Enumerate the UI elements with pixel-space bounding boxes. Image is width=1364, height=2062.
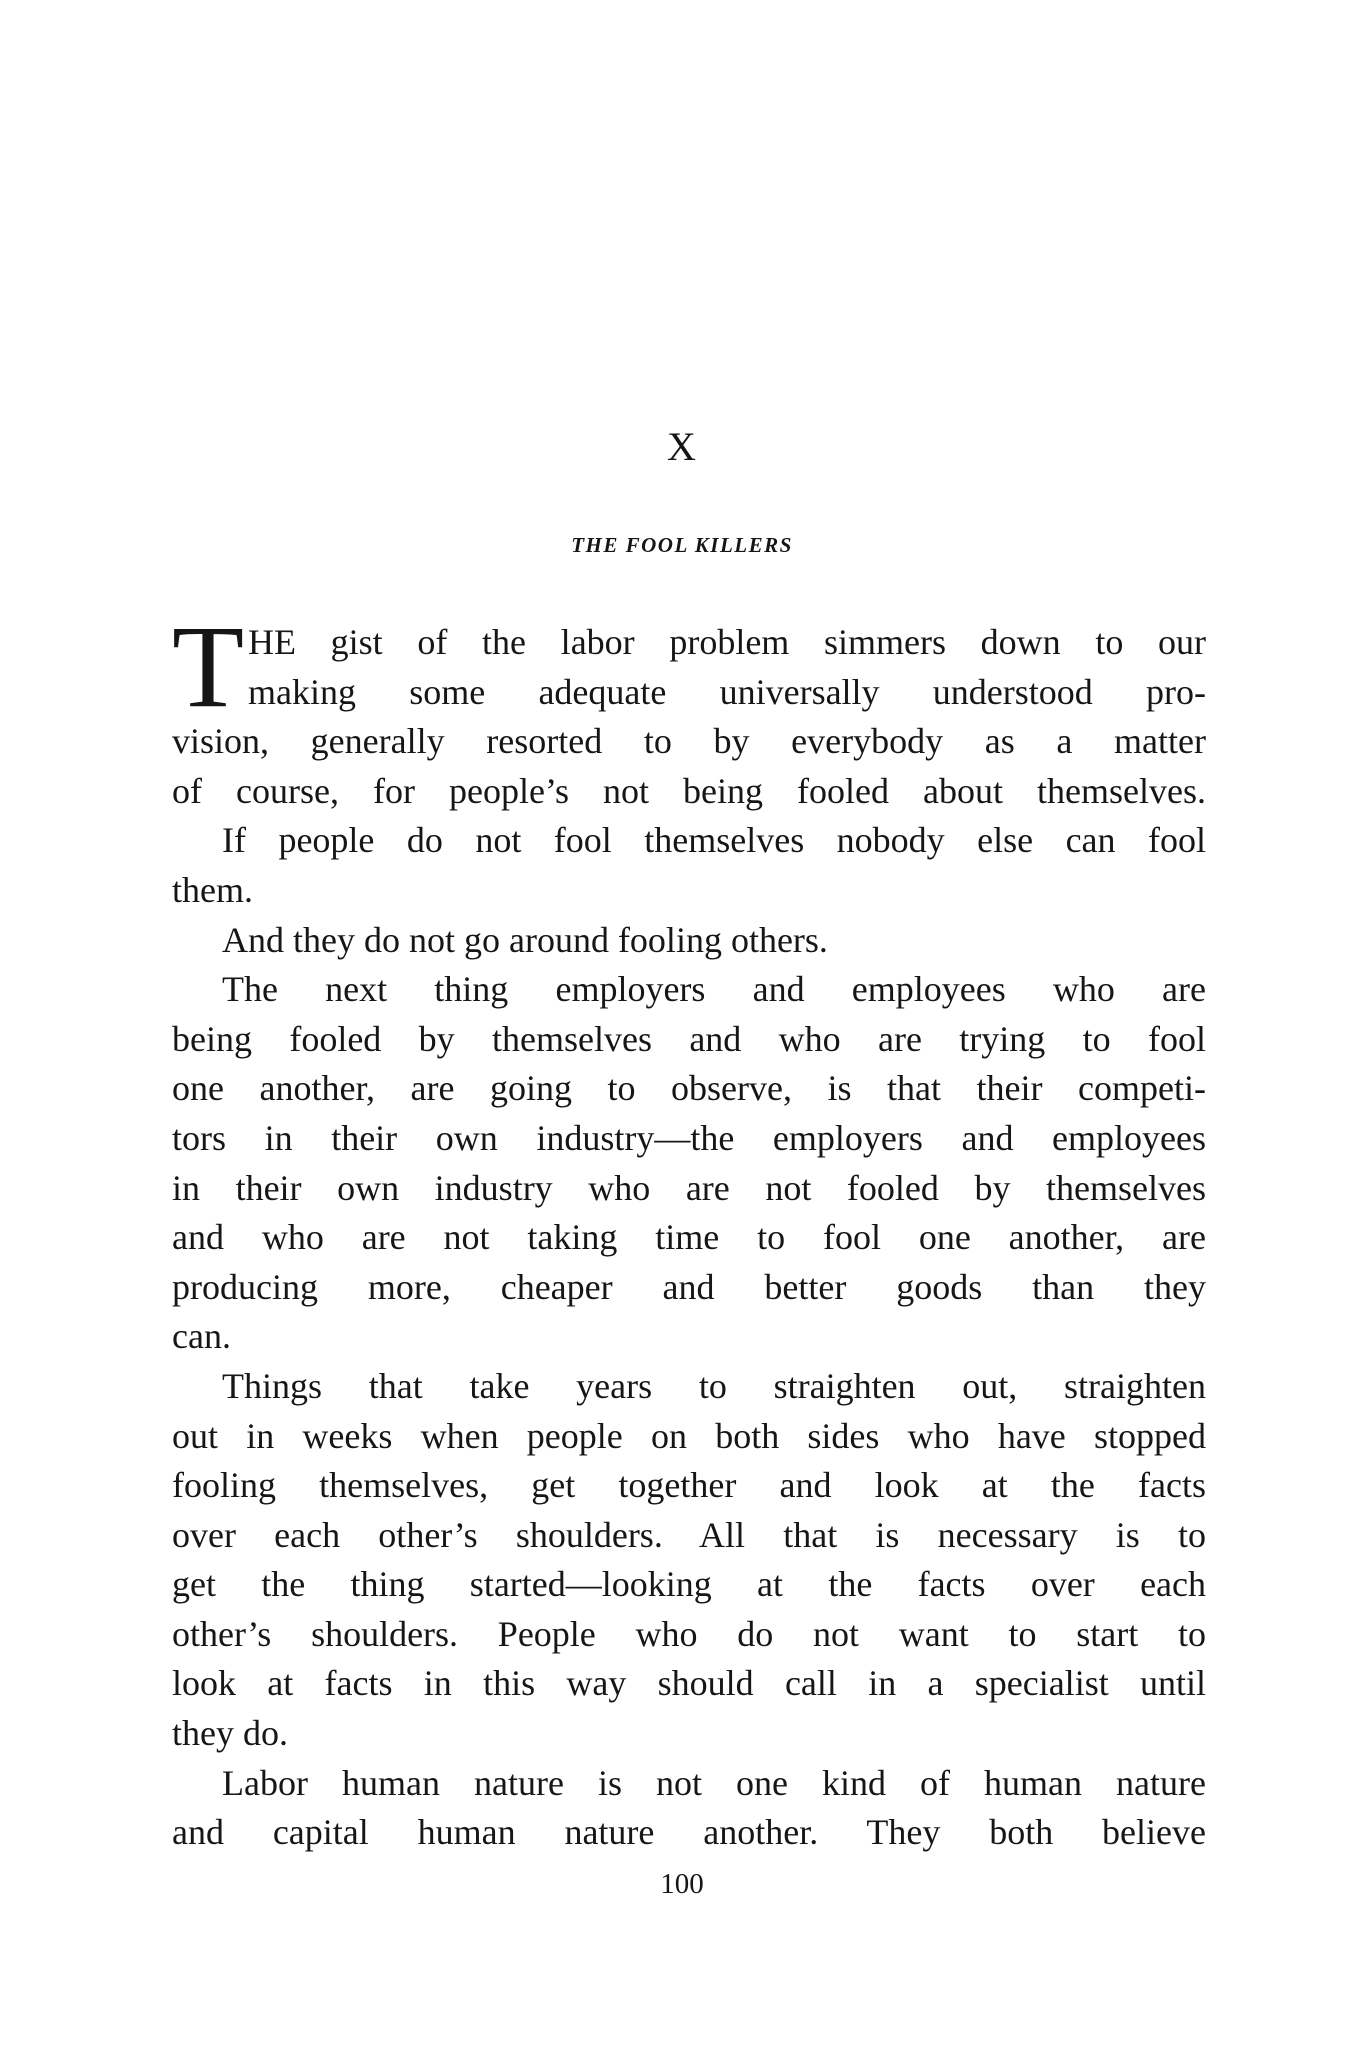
text-line: other’s shoulders. People who do not want to start to <box>172 1613 1206 1654</box>
chapter-number: X <box>667 424 697 469</box>
text-line: look at facts in this way should call in a specialist until <box>172 1663 1206 1704</box>
page-number: 100 <box>660 1868 704 1900</box>
text-line: them. <box>172 869 253 910</box>
text-line: The next thing employers and employees who are <box>222 969 1206 1010</box>
text-line: Things that take years to straighten out, straighten <box>222 1365 1206 1406</box>
text-line: over each other’s shoulders. All that is necessary is to <box>172 1514 1206 1555</box>
text-line: in their own industry who are not fooled by themselves <box>172 1167 1206 1208</box>
text-line: of course, for people’s not being fooled about themselves. <box>172 770 1206 811</box>
text-line: tors in their own industry—the employers and employees <box>172 1117 1206 1158</box>
text-line: HE gist of the labor problem simmers down to our <box>248 622 1206 662</box>
drop-cap: T <box>172 612 245 724</box>
text-line: and who are not taking time to fool one another, are <box>172 1217 1206 1258</box>
text-line: can. <box>172 1316 231 1357</box>
body-text <box>172 618 1206 1858</box>
text-line: being fooled by themselves and who are trying to fool <box>172 1018 1206 1059</box>
text-line: If people do not fool themselves nobody else can fool <box>222 820 1206 861</box>
text-line: vision, generally resorted to by everybody as a matter <box>172 721 1206 762</box>
text-line: out in weeks when people on both sides who have stopped <box>172 1415 1206 1456</box>
text-line: Labor human nature is not one kind of human nature <box>222 1762 1206 1803</box>
text-line: they do. <box>172 1713 288 1754</box>
chapter-title: THE FOOL KILLERS <box>571 533 793 557</box>
text-line: And they do not go around fooling others. <box>222 919 828 960</box>
text-line: making some adequate universally understood pro- <box>248 671 1206 712</box>
text-line: fooling themselves, get together and look at the facts <box>172 1465 1206 1506</box>
text-line: and capital human nature another. They both believe <box>172 1812 1206 1853</box>
text-line: one another, are going to observe, is that their competi- <box>172 1068 1206 1109</box>
text-line: producing more, cheaper and better goods than they <box>172 1266 1206 1307</box>
text-line: get the thing started—looking at the facts over each <box>172 1564 1206 1605</box>
